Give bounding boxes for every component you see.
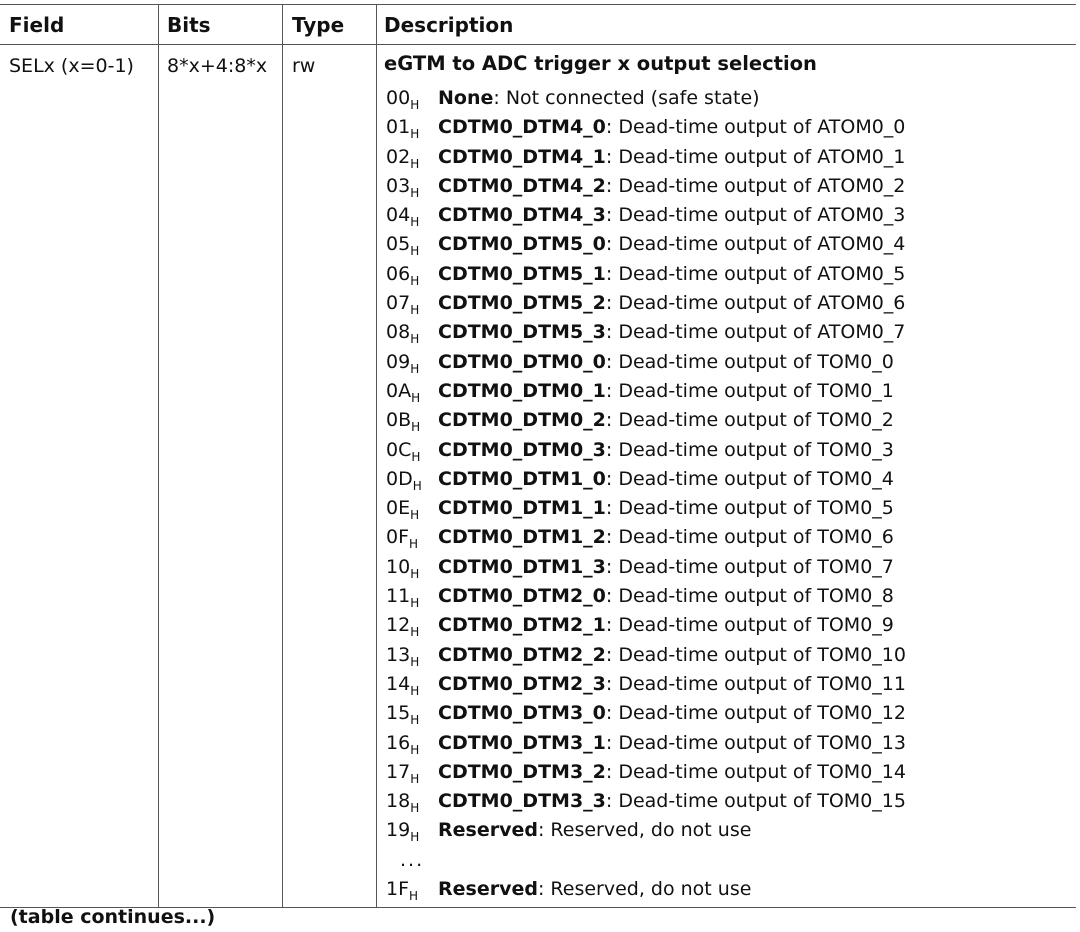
enum-row <box>386 641 1066 670</box>
enum-description: : Dead-time output of TOM0_1 <box>605 379 894 402</box>
enum-row <box>386 494 1066 523</box>
enum-description: : Dead-time output of TOM0_8 <box>605 585 894 608</box>
enum-code-value: 0B <box>386 409 412 432</box>
enum-row <box>386 436 1066 465</box>
enum-row <box>386 289 1066 318</box>
enum-description: : Dead-time output of TOM0_10 <box>605 643 906 666</box>
enum-name: CDTM0_DTM2_1 <box>438 614 606 637</box>
enum-code-value: 10 <box>386 555 411 578</box>
enum-name: CDTM0_DTM0_0 <box>438 350 606 373</box>
enum-row <box>386 787 1066 816</box>
enum-code-suffix: H <box>410 596 420 611</box>
enum-code-suffix: H <box>410 625 420 640</box>
enum-code-value: 11 <box>386 585 411 608</box>
enum-code-value: 00 <box>386 87 411 109</box>
enum-name: CDTM0_DTM2_3 <box>438 672 606 695</box>
enum-code-value: 0C <box>386 438 412 461</box>
enum-row <box>386 611 1066 640</box>
enum-description: : Reserved, do not use <box>537 878 752 901</box>
enum-code-suffix: H <box>410 830 420 845</box>
enum-name: CDTM0_DTM5_0 <box>438 233 606 256</box>
enum-name: CDTM0_DTM3_0 <box>438 702 606 725</box>
enum-code-suffix: H <box>411 390 421 405</box>
enum-description: : Dead-time output of ATOM0_7 <box>605 321 906 344</box>
enum-code-value: 01 <box>386 116 411 139</box>
header-field: Field <box>9 13 65 37</box>
enum-code-suffix: H <box>410 566 420 581</box>
enum-name: CDTM0_DTM5_2 <box>438 292 606 315</box>
enum-code-value: 0F <box>386 526 410 549</box>
enum-code-suffix: H <box>410 156 420 171</box>
enum-name: CDTM0_DTM0_2 <box>438 409 606 432</box>
enum-row <box>386 670 1066 699</box>
enum-description: : Not connected (safe state) <box>493 87 760 109</box>
enum-code-suffix: H <box>410 332 420 347</box>
enum-row <box>386 348 1066 377</box>
header-type: Type <box>292 13 345 37</box>
enum-description: : Dead-time output of TOM0_13 <box>605 731 906 754</box>
enum-code-value: 14 <box>386 672 411 695</box>
enum-code-value: 0A <box>386 379 412 402</box>
enum-name: Reserved <box>438 819 538 842</box>
enum-code-suffix: H <box>410 98 420 112</box>
enum-code-value: 0D <box>386 467 413 490</box>
enum-row <box>386 816 1066 845</box>
enum-code-value: 17 <box>386 760 411 783</box>
enum-name: None <box>438 87 494 109</box>
enum-code-suffix: H <box>410 654 420 669</box>
enum-code-suffix: H <box>410 683 420 698</box>
enum-description: : Dead-time output of ATOM0_1 <box>605 145 906 168</box>
enum-row <box>386 318 1066 347</box>
enum-code-suffix: H <box>410 713 420 728</box>
enum-name: CDTM0_DTM1_3 <box>438 555 606 578</box>
enum-row <box>386 172 1066 201</box>
enum-code-value: 06 <box>386 262 411 285</box>
enum-code-suffix: H <box>409 889 419 904</box>
enum-description: : Dead-time output of ATOM0_3 <box>605 204 906 227</box>
enum-code-value: 13 <box>386 643 411 666</box>
enum-name: CDTM0_DTM4_0 <box>438 116 606 139</box>
table-top-border <box>0 4 1076 5</box>
header-description: Description <box>384 13 514 37</box>
enum-description: : Dead-time output of TOM0_6 <box>605 526 894 549</box>
enum-name: CDTM0_DTM2_0 <box>438 585 606 608</box>
enum-code-suffix: H <box>410 361 420 376</box>
enum-code-suffix: H <box>410 801 420 816</box>
enum-row <box>386 84 1066 113</box>
enum-name: CDTM0_DTM2_2 <box>438 643 606 666</box>
enum-code-suffix: H <box>410 127 420 142</box>
enum-description: : Dead-time output of TOM0_11 <box>605 672 906 695</box>
enum-name: CDTM0_DTM3_2 <box>438 760 606 783</box>
enum-description: : Dead-time output of TOM0_0 <box>605 350 894 373</box>
enum-row <box>386 523 1066 552</box>
enum-name: CDTM0_DTM4_1 <box>438 145 606 168</box>
enum-row <box>386 230 1066 259</box>
field-value: SELx (x=0-1) <box>9 55 134 77</box>
enum-row <box>386 260 1066 289</box>
enum-name: CDTM0_DTM1_2 <box>438 526 606 549</box>
enum-description: : Dead-time output of TOM0_9 <box>605 614 894 637</box>
enum-row <box>386 406 1066 435</box>
enum-code-value: 07 <box>386 292 411 315</box>
enum-code-value: 09 <box>386 350 411 373</box>
enum-row <box>386 875 1066 904</box>
enum-row <box>386 699 1066 728</box>
enum-code-suffix: H <box>411 449 421 464</box>
enum-description: : Dead-time output of TOM0_3 <box>605 438 894 461</box>
enum-code-suffix: H <box>410 244 420 259</box>
enum-description: : Dead-time output of TOM0_14 <box>605 760 906 783</box>
enum-row <box>386 113 1066 142</box>
enum-code-value: 08 <box>386 321 411 344</box>
enum-name: CDTM0_DTM5_1 <box>438 262 606 285</box>
column-divider <box>158 4 159 908</box>
enum-code-value: 18 <box>386 790 411 813</box>
enum-name: CDTM0_DTM1_1 <box>438 497 606 520</box>
type-value: rw <box>292 55 316 77</box>
enum-code <box>386 875 438 911</box>
enum-description: : Dead-time output of ATOM0_4 <box>605 233 906 256</box>
enum-name: CDTM0_DTM4_2 <box>438 174 606 197</box>
enum-code-value: 02 <box>386 145 411 168</box>
enum-description: : Dead-time output of ATOM0_5 <box>605 262 906 285</box>
enum-description: : Dead-time output of TOM0_15 <box>605 790 906 813</box>
enum-name: CDTM0_DTM3_1 <box>438 731 606 754</box>
enum-row <box>386 758 1066 787</box>
enum-name: CDTM0_DTM0_3 <box>438 438 606 461</box>
enum-description: : Dead-time output of ATOM0_2 <box>605 174 906 197</box>
enum-description: : Dead-time output of ATOM0_0 <box>605 116 906 139</box>
enum-name: Reserved <box>438 878 538 901</box>
enum-code-value: 19 <box>386 819 411 842</box>
enum-row <box>386 553 1066 582</box>
enum-name: CDTM0_DTM0_1 <box>438 379 606 402</box>
enum-row <box>386 582 1066 611</box>
table-continues-note: (table continues...) <box>10 906 216 928</box>
enum-name: CDTM0_DTM1_0 <box>438 467 606 490</box>
enum-code-value: 16 <box>386 731 411 754</box>
enum-code-value: 03 <box>386 174 411 197</box>
column-divider <box>282 4 283 908</box>
enum-code-suffix: H <box>410 185 420 200</box>
enum-description: : Dead-time output of ATOM0_6 <box>605 292 906 315</box>
enum-description: : Dead-time output of TOM0_4 <box>605 467 894 490</box>
column-divider <box>376 4 377 908</box>
enum-description: : Dead-time output of TOM0_2 <box>605 409 894 432</box>
enum-code-value: 1F <box>386 878 410 901</box>
enum-code-suffix: H <box>410 303 420 318</box>
enum-description: : Dead-time output of TOM0_7 <box>605 555 894 578</box>
enum-row <box>386 377 1066 406</box>
enum-row <box>386 143 1066 172</box>
enum-code-value: 15 <box>386 702 411 725</box>
enum-ellipsis: ... <box>400 848 425 871</box>
enum-code-suffix: H <box>411 420 421 435</box>
enum-name: CDTM0_DTM5_3 <box>438 321 606 344</box>
header-bits: Bits <box>167 13 211 37</box>
enum-name: CDTM0_DTM4_3 <box>438 204 606 227</box>
description-title: eGTM to ADC trigger x output selection <box>384 52 817 75</box>
enum-row <box>386 465 1066 494</box>
enum-row <box>386 201 1066 230</box>
enum-code-suffix: H <box>410 273 420 288</box>
enum-code-suffix: H <box>410 742 420 757</box>
enum-code-value: 05 <box>386 233 411 256</box>
enum-description: : Reserved, do not use <box>537 819 752 842</box>
enum-list <box>386 84 1066 904</box>
enum-code-suffix: H <box>410 508 420 523</box>
enum-code-suffix: H <box>410 215 420 230</box>
enum-code-value: 04 <box>386 204 411 227</box>
enum-description: : Dead-time output of TOM0_12 <box>605 702 906 725</box>
enum-code-suffix: H <box>409 537 419 552</box>
enum-description: : Dead-time output of TOM0_5 <box>605 497 894 520</box>
enum-code-value: 0E <box>386 497 411 520</box>
header-bottom-border <box>0 44 1076 45</box>
enum-code-suffix: H <box>412 478 422 493</box>
bits-value: 8*x+4:8*x <box>167 55 268 77</box>
enum-row <box>386 729 1066 758</box>
enum-code-suffix: H <box>410 771 420 786</box>
enum-name: CDTM0_DTM3_3 <box>438 790 606 813</box>
enum-code-value: 12 <box>386 614 411 637</box>
